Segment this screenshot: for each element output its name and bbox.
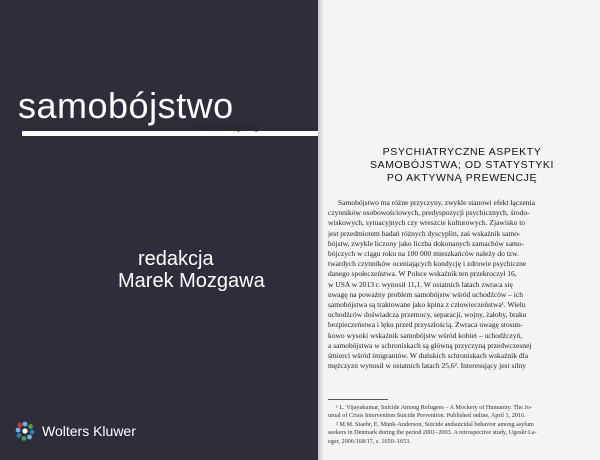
body-line: uwagę na poważny problem samobójstw wśród uchodźców – ich xyxy=(328,289,523,299)
chapter-title xyxy=(342,146,582,185)
cover-title: samobójstwo xyxy=(18,85,234,126)
editor-label: redakcja xyxy=(138,248,214,270)
footnotes xyxy=(328,404,590,446)
page-gutter-shadow xyxy=(318,0,324,460)
body-line: uchodźców doświadcza przemocy, separacji, wojny, żałoby, braku xyxy=(328,310,527,320)
chapter-title-line: PSYCHIATRYCZNE ASPEKTY xyxy=(382,146,542,158)
publisher-name: Wolters Kluwer xyxy=(42,423,136,439)
footnote-line: eger, 2006/168/17, s. 1650–1653. xyxy=(328,437,411,445)
body-line: jest przedmiotem badań różnych dyscyplin, zaś wskaźnik samo- xyxy=(328,228,521,238)
body-line: Samobójstwo ma różne przyczyny, zwykle stanowi efekt łączenia xyxy=(338,198,535,207)
chapter-title-line: PO AKTYWNĄ PREWENCJĘ xyxy=(386,172,538,184)
body-line: wiskowych, sytuacyjnych czy wreszcie kulturowych. Zjawisko to xyxy=(328,218,526,228)
footnote-line: seekers in Denmark during the period 2001–2003. A retrospective study, Ugeskr La- xyxy=(328,429,537,437)
cover-editor-block xyxy=(118,248,265,292)
body-text xyxy=(328,198,590,371)
body-line: twardych czynników oceniających kondycję i zdrowie psychiczne xyxy=(328,259,527,269)
body-line: mężczyzn wynosił w ostatnich latach 25,6². Interesujący jest silny xyxy=(328,361,527,371)
body-line: kowo wysoki wskaźnik samobójstw wśród kobiet – uchodźczyń, xyxy=(328,330,523,340)
wolters-kluwer-logo-icon xyxy=(14,420,36,442)
footnote-line: ² M.M. Staehr, E. Munk-Anderson, Suicide andsuicidal behavior among asylum xyxy=(336,420,534,428)
body-line: w USA w 2013 r. wynosił 11,1. W ostatnich latach zwraca się xyxy=(328,279,513,289)
body-line: a samobójstwa w schroniskach są główną przyczyną przedwczesnej xyxy=(328,340,532,350)
chapter-author: Marcin Olajossy xyxy=(192,122,260,133)
chapter-title-line: SAMOBÓJSTWA; OD STATYSTYKI xyxy=(369,159,554,171)
body-line: czynników osobowościowych, predyspozycji psychicznych, środo- xyxy=(328,208,530,218)
publisher-logo xyxy=(14,420,136,442)
footnote-line: ¹ L. Vijayakumar, Suicide Among Refugees – A Mockery of Humanity. The Jo- xyxy=(336,404,532,411)
body-line: śmierci wśród imigrantów. W duńskich schroniskach wskaźnik dla xyxy=(328,351,529,361)
body-line: bójczych w ciągu roku na 100 000 mieszkańców należy do tzw. xyxy=(328,249,519,259)
body-line: bezpieczeństwa i lęku przed przyszłością. Zwraca uwagę stosun- xyxy=(328,320,523,330)
footnote-divider xyxy=(328,399,388,400)
body-line: danego społeczeństwa. W Polsce wskaźnik ten przekroczył 16, xyxy=(328,269,517,279)
editor-name: Marek Mozgawa xyxy=(118,270,265,292)
body-line: samobójstwa są traktowane jako kpina z człowieczeństwa¹. Wielu xyxy=(328,300,526,310)
body-line: bójstw, zwykle liczony jako liczba dokonanych zamachów samo- xyxy=(328,238,525,248)
footnote-line: urnal of Crisis Intervention Suicide Prevention. Published online, April 1, 2016. xyxy=(328,412,526,420)
